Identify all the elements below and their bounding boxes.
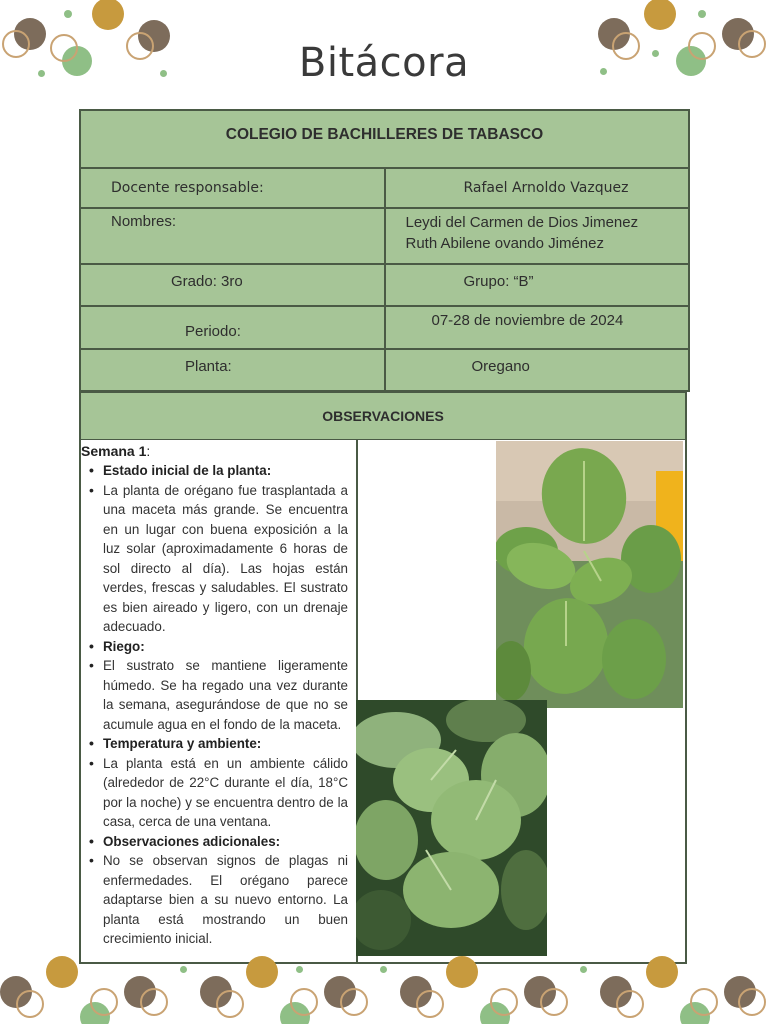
names-label: Nombres:: [80, 208, 385, 264]
period-value: 07-28 de noviembre de 2024: [385, 306, 690, 349]
student-name-2: Ruth Abilene ovando Jiménez: [405, 235, 604, 252]
week-label: Semana 1: [81, 443, 147, 459]
list-item: • Riego:: [81, 637, 348, 657]
list-item: • Estado inicial de la planta:: [81, 461, 348, 481]
observations-text-column: [81, 440, 358, 962]
list-item: • La planta está en un ambiente cálido (alrededor de 22°C durante el día, 18°C por la noche) y se encuentra dentro de la casa, cerca de una ventana.: [81, 754, 348, 832]
student-name-1: Leydi del Carmen de Dios Jimenez: [405, 214, 639, 231]
oregano-plant-photo-1: [496, 441, 683, 708]
group-label: Grupo: “B”: [385, 264, 690, 306]
period-label: Periodo:: [80, 306, 385, 349]
school-name: COLEGIO DE BACHILLERES DE TABASCO: [80, 110, 689, 168]
week-colon: :: [146, 443, 151, 459]
observations-list: [81, 461, 348, 949]
oregano-plant-photo-2: [356, 700, 547, 956]
list-item: • No se observan signos de plagas ni enfermedades. El orégano parece adaptarse bien a su nuevo entorno. La planta está mostrando un buen crecimiento inicial.: [81, 851, 348, 949]
teacher-label: Docente responsable:: [80, 168, 385, 208]
list-item: • Temperatura y ambiente:: [81, 734, 348, 754]
week-heading: [81, 442, 348, 461]
list-item: • Observaciones adicionales:: [81, 832, 348, 852]
teacher-value: Rafael Arnoldo Vazquez: [385, 168, 690, 208]
list-item: • La planta de orégano fue trasplantada a una maceta más grande. Se encuentra en un lugar con buena exposición a la luz solar (aproximadamente 6 horas de sol directo al día). Las hojas están verdes, frescas y saludables. El sustrato es bien aireado y ligero, con un drenaje adecuado.: [81, 481, 348, 637]
plant-label: Planta:: [80, 349, 385, 391]
grade-label: Grado: 3ro: [80, 264, 385, 306]
names-value: [385, 208, 690, 264]
plant-value: Oregano: [385, 349, 690, 391]
observations-heading-text: OBSERVACIONES: [322, 408, 444, 424]
decoration-bottom: [0, 950, 768, 1024]
list-item: • El sustrato se mantiene ligeramente húmedo. Se ha regado una vez durante la semana, asegurándose de que no se acumule agua en el fondo de la maceta.: [81, 656, 348, 734]
page-title: Bitácora: [298, 40, 470, 86]
observations-heading: [79, 391, 687, 441]
info-table: [79, 109, 690, 392]
